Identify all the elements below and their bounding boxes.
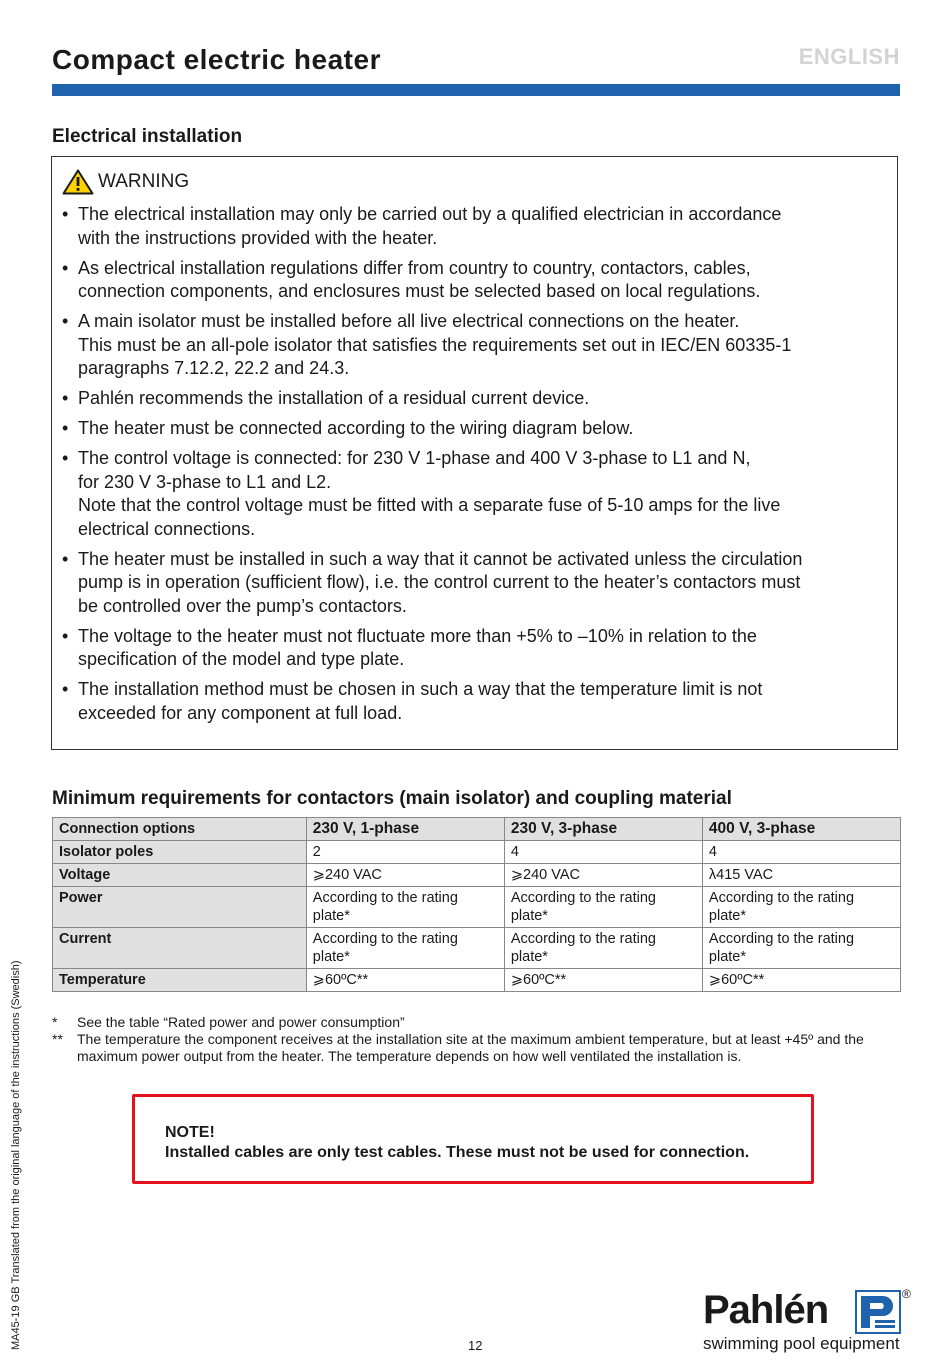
note-title: NOTE! (165, 1124, 215, 1141)
footnote (52, 1031, 902, 1065)
table-cell: 4 (504, 841, 702, 864)
list-item: • The installation method must be chosen in such a way that the temperature limit is not exceeded for any component at full load. (62, 678, 892, 725)
language-label: ENGLISH (798, 44, 900, 69)
list-item: • As electrical installation regulations differ from country to country, contactors, cables, connection components, and enclosures must be selected based on local regulations. (62, 257, 892, 304)
row-label: Isolator poles (53, 841, 307, 864)
brand-name: Pahlén (703, 1288, 829, 1332)
table-cell: According to the rating plate* (306, 928, 504, 969)
page-title: Compact electric heater (52, 44, 381, 75)
list-item: • Pahlén recommends the installation of a residual current device. (62, 387, 892, 411)
row-label: Current (53, 928, 307, 969)
table-cell: ⩾60ºC** (306, 969, 504, 992)
list-item: • A main isolator must be installed before all live electrical connections on the heater. This must be an all-pole isolator that satisfies the requirements set out in IEC/EN 60335-1 paragraphs 7.12.2, 22.2 and 24.3. (62, 310, 892, 381)
footnotes (52, 1014, 902, 1065)
page-number: 12 (468, 1338, 483, 1353)
row-label: Temperature (53, 969, 307, 992)
list-item: • The voltage to the heater must not fluctuate more than +5% to –10% in relation to the specification of the model and type plate. (62, 625, 892, 672)
footnote-mark: ** (52, 1031, 63, 1047)
table-cell: ⩾240 VAC (504, 864, 702, 887)
table-row (53, 928, 901, 969)
row-label: Voltage (53, 864, 307, 887)
footnote-mark: * (52, 1014, 58, 1030)
list-item: • The electrical installation may only be carried out by a qualified electrician in accordance with the instructions provided with the heater. (62, 203, 892, 250)
table-header-row (53, 818, 901, 841)
table-cell: According to the rating plate* (702, 928, 900, 969)
table-cell: ⩾60ºC** (504, 969, 702, 992)
table-cell: According to the rating plate* (504, 887, 702, 928)
column-header: 230 V, 1-phase (306, 818, 504, 841)
row-label: Power (53, 887, 307, 928)
column-header: 400 V, 3-phase (702, 818, 900, 841)
table-cell: ⩾240 VAC (306, 864, 504, 887)
list-item: • The heater must be connected according to the wiring diagram below. (62, 417, 892, 441)
section-heading-electrical: Electrical installation (52, 126, 243, 147)
footnote-text: The temperature the component receives at the installation site at the maximum ambient temperature, but at least +45º and the maximum power output from the heater. The temperature depends on how well ventilated the installation is. (77, 1031, 864, 1064)
requirements-table (52, 817, 901, 992)
table-cell: 2 (306, 841, 504, 864)
warning-header (62, 169, 189, 195)
table-cell: ⩾60ºC** (702, 969, 900, 992)
table-cell: λ415 VAC (702, 864, 900, 887)
table-row (53, 969, 901, 992)
column-header: Connection options (53, 818, 307, 841)
pahlen-p-logo-icon (855, 1290, 901, 1334)
note-box (132, 1094, 814, 1184)
table-cell: According to the rating plate* (504, 928, 702, 969)
warning-box (51, 156, 898, 750)
table-cell: According to the rating plate* (702, 887, 900, 928)
note-content (165, 1123, 749, 1163)
note-text: Installed cables are only test cables. These must not be used for connection. (165, 1144, 750, 1161)
warning-triangle-icon (62, 169, 94, 195)
column-header: 230 V, 3-phase (504, 818, 702, 841)
list-item: • The control voltage is connected: for 230 V 1-phase and 400 V 3-phase to L1 and N, for 230 V 3-phase to L1 and L2. Note that the control voltage must be fitted with a separate fuse of 5-10 amps for the live electrical connections. (62, 447, 892, 541)
header-bar (52, 84, 900, 96)
list-item: • The heater must be installed in such a way that it cannot be activated unless the circulation pump is in operation (sufficient flow), i.e. the control current to the heater’s contactors must be controlled over the pump’s contactors. (62, 548, 892, 619)
table-cell: 4 (702, 841, 900, 864)
warning-label: WARNING (98, 171, 190, 192)
footnote-text: See the table “Rated power and power consumption” (77, 1014, 405, 1030)
brand-tagline: swimming pool equipment (703, 1334, 900, 1353)
table-cell: According to the rating plate* (306, 887, 504, 928)
footnote (52, 1014, 902, 1031)
document-reference: MA45-19 GB Translated from the original language of the instructions (Swedish) (10, 960, 22, 1350)
table-row (53, 841, 901, 864)
table-row (53, 864, 901, 887)
warning-list (62, 203, 892, 732)
table-row (53, 887, 901, 928)
registered-mark: ® (902, 1287, 911, 1301)
section-heading-requirements: Minimum requirements for contactors (main isolator) and coupling material (52, 788, 732, 809)
